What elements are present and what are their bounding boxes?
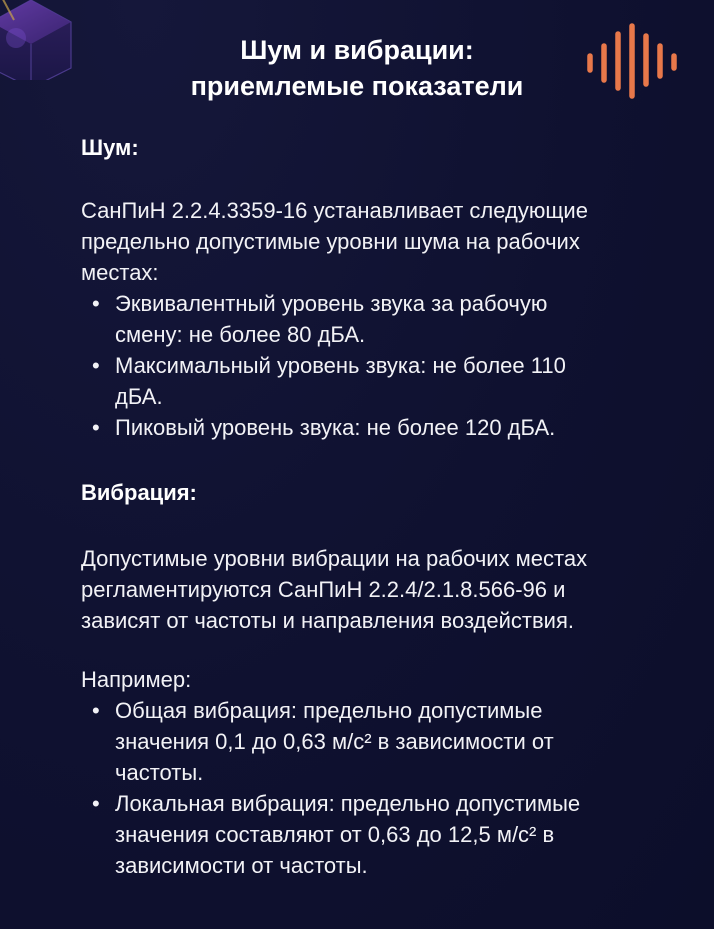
title-line-1: Шум и вибрации: — [240, 35, 474, 65]
vibration-intro-line: зависят от частоты и направления воздействия. — [81, 608, 574, 633]
list-item-text: Локальная вибрация: предельно допустимые — [115, 791, 581, 816]
vibration-limits-list — [81, 695, 681, 881]
list-item-text: дБА. — [115, 384, 163, 409]
list-item — [81, 288, 681, 350]
vibration-intro-line: регламентируются СанПиН 2.2.4/2.1.8.566-96 и — [81, 577, 566, 602]
page-title — [140, 32, 574, 104]
sound-wave-icon — [584, 22, 680, 100]
content-body — [81, 132, 681, 881]
list-item-text: Эквивалентный уровень звука за рабочую — [115, 291, 548, 316]
noise-intro-line: местах: — [81, 260, 159, 285]
example-label: Например: — [81, 667, 192, 692]
vibration-intro-line: Допустимые уровни вибрации на рабочих местах — [81, 546, 588, 571]
list-item — [81, 788, 681, 881]
vibration-intro — [81, 543, 681, 636]
list-item-text: смену: не более 80 дБА. — [115, 322, 366, 347]
list-item — [81, 350, 681, 412]
title-line-2: приемлемые показатели — [190, 71, 524, 101]
vibration-heading: Вибрация: — [81, 480, 197, 505]
list-item-text: значения составляют от 0,63 до 12,5 м/с² в — [115, 822, 555, 847]
noise-limits-list — [81, 288, 681, 443]
noise-intro — [81, 195, 681, 288]
list-item — [81, 412, 681, 443]
list-item-text: Максимальный уровень звука: не более 110 — [115, 353, 566, 378]
list-item-text: Пиковый уровень звука: не более 120 дБА. — [115, 415, 556, 440]
cube-icon — [0, 0, 76, 80]
list-item-text: зависимости от частоты. — [115, 853, 368, 878]
list-item-text: значения 0,1 до 0,63 м/с² в зависимости от — [115, 729, 554, 754]
list-item — [81, 695, 681, 788]
list-item-text: частоты. — [115, 760, 204, 785]
noise-heading: Шум: — [81, 135, 139, 160]
noise-intro-line: предельно допустимые уровни шума на рабочих — [81, 229, 580, 254]
list-item-text: Общая вибрация: предельно допустимые — [115, 698, 543, 723]
noise-intro-line: СанПиН 2.2.4.3359-16 устанавливает следующие — [81, 198, 588, 223]
